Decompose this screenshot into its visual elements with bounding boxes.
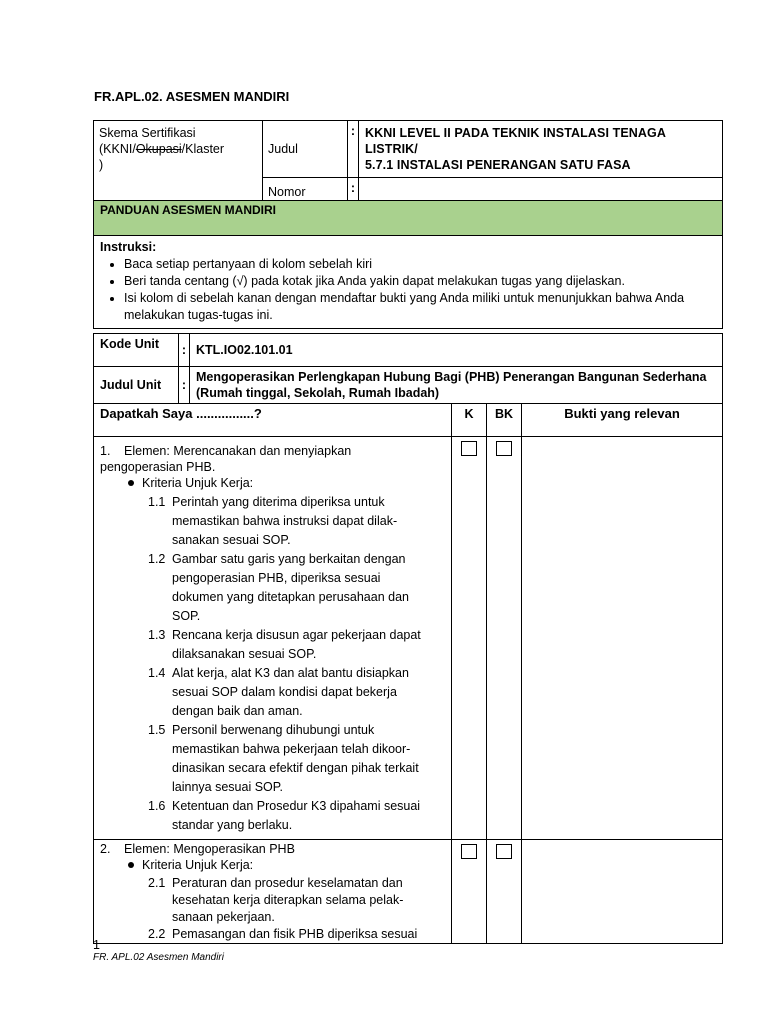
judul-unit-label: Judul Unit — [94, 367, 179, 404]
kuk-label: Kriteria Unjuk Kerja: — [128, 857, 445, 873]
bk-cell — [487, 437, 522, 840]
kuk-label: Kriteria Unjuk Kerja: — [128, 475, 445, 491]
nomor-colon: : — [348, 178, 359, 206]
k-checkbox[interactable] — [461, 441, 477, 456]
nomor-label: Nomor — [263, 178, 348, 206]
criterion: 1.3 Rencana kerja disusun agar pekerjaan dapat dilaksanakan sesuai SOP. — [148, 628, 421, 661]
footer-text: FR. APL.02 Asesmen Mandiri — [93, 952, 224, 963]
criterion: 1.5 Personil berwenang dihubungi untuk memastikan bahwa pekerjaan telah dikoor- dinasikan secara efektif dengan pihak terkait lainnya sesuai SOP. — [148, 723, 419, 794]
guide-body — [94, 236, 723, 329]
unit-table — [93, 333, 723, 944]
element-title: Elemen: Mengoperasikan PHB — [124, 842, 295, 856]
judul-label: Judul — [263, 121, 348, 178]
struck-okupasi: Okupasi — [135, 142, 182, 156]
element-2-cell — [94, 840, 452, 944]
instruction-item: • Beri tanda centang (√) pada kotak jika Anda yakin dapat melakukan tugas yang dijelaskan. — [124, 273, 716, 290]
kode-unit-label: Kode Unit — [94, 334, 179, 367]
kode-unit-value: KTL.IO02.101.01 — [190, 334, 723, 367]
schema-label-line3: ) — [99, 158, 104, 172]
table-row — [94, 840, 723, 944]
element-number: 2. — [100, 842, 111, 856]
evidence-field[interactable] — [522, 437, 723, 840]
element-title-cont: pengoperasian PHB. — [100, 460, 216, 474]
criterion: 1.2 Gambar satu garis yang berkaitan dengan pengoperasian PHB, diperiksa sesuai dokumen yang ditetapkan perusahaan dan SOP. — [148, 552, 409, 623]
bk-checkbox[interactable] — [496, 844, 512, 859]
element-title: Elemen: Merencanakan dan menyiapkan — [124, 444, 352, 458]
criterion: 2.1 Peraturan dan prosedur keselamatan dan kesehatan kerja diterapkan selama pelak- sanaan pekerjaan. — [148, 876, 404, 924]
schema-label-line2: (KKNI/Okupasi/Klaster — [99, 142, 225, 156]
criterion: 1.4 Alat kerja, alat K3 dan alat bantu disiapkan sesuai SOP dalam kondisi dapat bekerja dengan baik dan aman. — [148, 666, 409, 718]
instructions-label: Instruksi: — [100, 240, 157, 254]
schema-table — [93, 120, 723, 206]
evidence-field[interactable] — [522, 840, 723, 944]
k-checkbox[interactable] — [461, 844, 477, 859]
page-title: FR.APL.02. ASESMEN MANDIRI — [94, 89, 290, 104]
instruction-item: • Isi kolom di sebelah kanan dengan mendaftar bukti yang Anda miliki untuk menunjukkan bahwa Anda melakukan tugas-tugas ini. — [124, 290, 716, 324]
bk-checkbox[interactable] — [496, 441, 512, 456]
judul-unit-value: Mengoperasikan Perlengkapan Hubung Bagi (PHB) Penerangan Bangunan Sederhana (Rumah tinggal, Sekolah, Rumah Ibadah) — [190, 367, 723, 404]
evidence-header: Bukti yang relevan — [522, 404, 723, 437]
judul-value: KKNI LEVEL II PADA TEKNIK INSTALASI TENAGA LISTRIK/ 5.7.1 INSTALASI PENERANGAN SATU FASA — [359, 121, 723, 178]
page-number: 1 — [93, 938, 100, 952]
table-row — [94, 437, 723, 840]
instruction-list — [100, 256, 716, 324]
criterion: 2.2 Pemasangan dan fisik PHB diperiksa sesuai — [148, 927, 418, 941]
kode-unit-colon: : — [179, 334, 190, 367]
k-header: K — [452, 404, 487, 437]
element-number: 1. — [100, 444, 111, 458]
k-cell — [452, 437, 487, 840]
k-cell — [452, 840, 487, 944]
guide-heading: PANDUAN ASESMEN MANDIRI — [94, 201, 723, 236]
schema-label-line1: Skema Sertifikasi — [99, 126, 196, 140]
guide-table — [93, 200, 723, 329]
bk-cell — [487, 840, 522, 944]
judul-unit-colon: : — [179, 367, 190, 404]
element-1-cell — [94, 437, 452, 840]
question-header: Dapatkah Saya ................? — [94, 404, 452, 437]
schema-label — [94, 121, 263, 206]
bullet-icon — [128, 862, 134, 868]
bullet-icon — [128, 480, 134, 486]
judul-colon: : — [348, 121, 359, 178]
criterion: 1.1 Perintah yang diterima diperiksa untuk memastikan bahwa instruksi dapat dilak- sanakan sesuai SOP. — [148, 495, 398, 547]
bk-header: BK — [487, 404, 522, 437]
instruction-item: • Baca setiap pertanyaan di kolom sebelah kiri — [124, 256, 716, 273]
criterion: 1.6 Ketentuan dan Prosedur K3 dipahami sesuai standar yang berlaku. — [148, 799, 421, 832]
